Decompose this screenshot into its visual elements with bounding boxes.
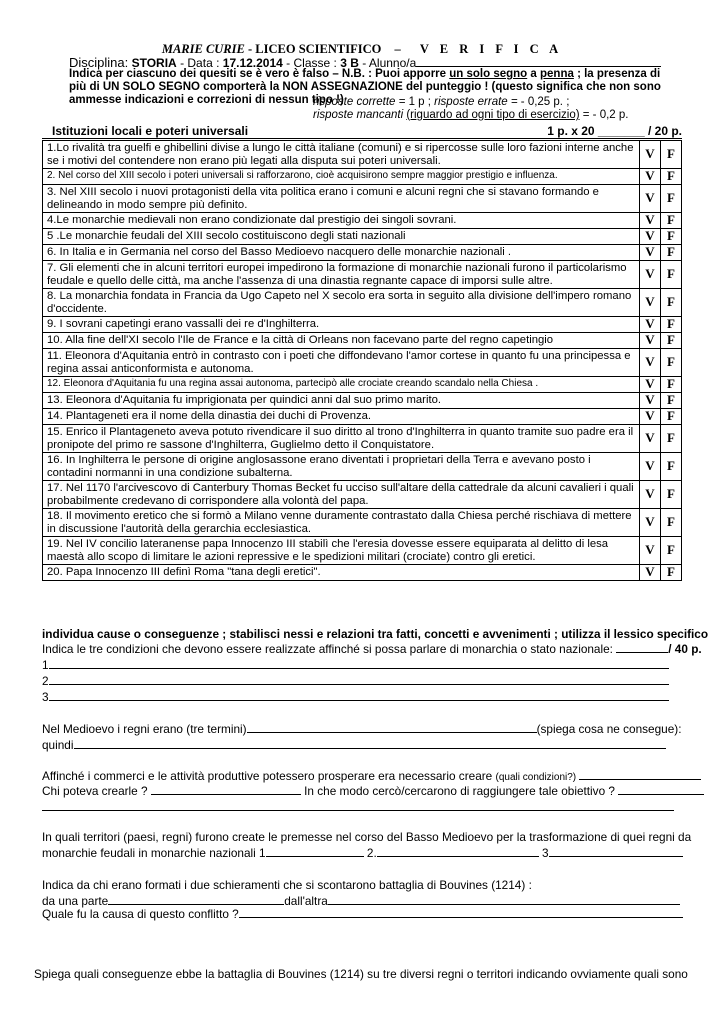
question-3-text: Chi poteva crearle ? <box>42 784 148 798</box>
question-row <box>43 393 682 409</box>
section1-title: Istituzioni locali e poteri universali <box>52 124 249 138</box>
false-option[interactable]: F <box>661 141 682 169</box>
alunno-label: - Alunno/a <box>362 56 417 70</box>
separator: ; <box>566 96 570 108</box>
question-text: 10. Alla fine dell'XI secolo l'Ile de France e la città di Orleans non facevano parte del regno capetingio <box>43 333 640 349</box>
true-option[interactable]: V <box>640 377 661 393</box>
question-row <box>43 333 682 349</box>
question-5-text: Quale fu la causa di questo conflitto ? <box>42 907 239 921</box>
question-2-text: Nel Medioevo i regni erano (tre termini) <box>42 722 247 736</box>
heading-dash: – <box>394 42 401 56</box>
answer-number: 2 <box>42 674 49 688</box>
question-4-text: monarchie feudali in monarchie nazionali 1 <box>42 846 266 860</box>
true-option[interactable]: V <box>640 169 661 185</box>
question-2-cont <box>42 738 666 752</box>
question-text: 12. Eleonora d'Aquitania fu una regina assai autonoma, partecipò alle crociate creando scandalo nella Chiesa . <box>43 377 640 393</box>
question-1 <box>42 642 702 656</box>
question-row <box>43 261 682 289</box>
classe-value: 3 B <box>340 56 359 70</box>
question-5: Indica da chi erano formati i due schieramenti che si scontarono battaglia di Bouvines (1214) : <box>42 878 532 892</box>
true-option[interactable]: V <box>640 565 661 581</box>
question-row <box>43 169 682 185</box>
question-text: 1.Lo rivalità tra guelfi e ghibellini divise a lungo le città italiane (comuni) e si ripercosse sulle loro fazioni interne anche se i motivi del contendere non erano più legati alla disputa sui poteri universali. <box>43 141 640 169</box>
false-option[interactable]: F <box>661 261 682 289</box>
question-6: Spiega quali conseguenze ebbe la battaglia di Bouvines (1214) su tre diversi regni o territori indicando ovviamente quali sono <box>34 967 688 981</box>
section2-title: individua cause o conseguenze ; stabilisci nessi e relazioni tra fatti, concetti e avvenimenti ; utilizza il lessico specifico <box>42 627 709 641</box>
question-5-cause <box>42 907 683 921</box>
true-option[interactable]: V <box>640 317 661 333</box>
false-option[interactable]: F <box>661 425 682 453</box>
answer-blank[interactable] <box>49 690 669 701</box>
false-option[interactable]: F <box>661 453 682 481</box>
false-option[interactable]: F <box>661 245 682 261</box>
false-option[interactable]: F <box>661 537 682 565</box>
true-option[interactable]: V <box>640 509 661 537</box>
false-option[interactable]: F <box>661 333 682 349</box>
question-4-text: 2. <box>366 846 377 860</box>
question-text: 9. I sovrani capetingi erano vassalli dei re d'Inghilterra. <box>43 317 640 333</box>
heading-dash: - <box>247 42 253 56</box>
question-text: 2. Nel corso del XIII secolo i poteri universali si rafforzarono, cioè acquisirono sempre maggior prestigio e influenza. <box>43 169 640 185</box>
liceo-name: LICEO SCIENTIFICO <box>255 42 382 56</box>
answer-blank[interactable] <box>618 784 704 795</box>
true-option[interactable]: V <box>640 393 661 409</box>
false-option[interactable]: F <box>661 349 682 377</box>
answer-blank[interactable] <box>549 846 683 857</box>
true-option[interactable]: V <box>640 229 661 245</box>
question-row <box>43 409 682 425</box>
answer-blank[interactable] <box>377 846 539 857</box>
true-option[interactable]: V <box>640 289 661 317</box>
answer-line-1[interactable] <box>42 658 669 672</box>
section1-header <box>42 124 682 139</box>
question-row <box>43 229 682 245</box>
answer-blank[interactable] <box>579 769 701 780</box>
true-option[interactable]: V <box>640 409 661 425</box>
score-blank[interactable] <box>616 642 668 653</box>
true-option[interactable]: V <box>640 261 661 289</box>
true-option[interactable]: V <box>640 141 661 169</box>
true-option[interactable]: V <box>640 481 661 509</box>
question-5-text: dall'altra <box>284 894 328 908</box>
true-option[interactable]: V <box>640 425 661 453</box>
question-1-text: Indica le tre condizioni che devono essere realizzate affinché si possa parlare di monarchia o stato nazionale: <box>42 642 613 656</box>
missing-note: (riguardo ad ogni tipo di esercizio) <box>406 109 580 121</box>
answer-blank[interactable] <box>328 894 680 905</box>
question-5-text: da una parte <box>42 894 109 908</box>
separator: ; <box>427 96 431 108</box>
false-option[interactable]: F <box>661 565 682 581</box>
question-row <box>43 185 682 213</box>
answer-line-2[interactable] <box>42 674 669 688</box>
false-option[interactable]: F <box>661 213 682 229</box>
question-text: 13. Eleonora d'Aquitania fu imprigionata per quindici anni dal suo primo marito. <box>43 393 640 409</box>
data-value: 17.12.2014 <box>222 56 283 70</box>
question-row <box>43 425 682 453</box>
section1-score: 1 p. x 20 _______ / 20 p. <box>547 124 682 138</box>
question-text: 18. Il movimento eretico che si formò a Milano venne duramente contrastato dalla Chiesa perché rischiava di mettere in discussione l'autorità della gerarchia ecclesiastica. <box>43 509 640 537</box>
answer-blank[interactable] <box>108 894 284 905</box>
question-row <box>43 453 682 481</box>
true-option[interactable]: V <box>640 213 661 229</box>
false-option[interactable]: F <box>661 377 682 393</box>
false-option[interactable]: F <box>661 229 682 245</box>
scoring-rules-line2 <box>313 109 628 121</box>
test-title: V E R I F I C A <box>419 42 563 56</box>
question-text: 7. Gli elementi che in alcuni territori europei impedirono la formazione di monarchie nazionali furono il particolarismo feudale e quello delle città, ma anche l'assenza di una dinastia regnante capace di imporsi sulle altre. <box>43 261 640 289</box>
question-row <box>43 481 682 509</box>
question-2 <box>42 722 682 736</box>
answer-line-3[interactable] <box>42 690 669 704</box>
false-option[interactable]: F <box>661 481 682 509</box>
answer-blank[interactable] <box>74 738 666 749</box>
question-3-cont <box>42 784 704 798</box>
instructions-underlined: un solo segno <box>449 68 528 80</box>
question-row <box>43 537 682 565</box>
correct-value: 1 p <box>408 96 425 108</box>
question-row <box>43 213 682 229</box>
disciplina-value: STORIA <box>131 56 177 70</box>
missing-label: risposte mancanti <box>313 109 404 121</box>
question-3-note: (quali condizioni?) <box>495 772 577 783</box>
true-option[interactable]: V <box>640 185 661 213</box>
question-row <box>43 245 682 261</box>
wrong-value: - 0,25 p. <box>520 96 563 108</box>
question-row <box>43 349 682 377</box>
answer-blank[interactable] <box>49 674 669 685</box>
answer-blank[interactable] <box>266 846 364 857</box>
question-row <box>43 377 682 393</box>
question-text: 8. La monarchia fondata in Francia da Ugo Capeto nel X secolo era sorta in seguito alla divisione dell'impero romano d'occidente. <box>43 289 640 317</box>
question-text: 4.Le monarchie medievali non erano condizionate dal prestigio dei singoli sovrani. <box>43 213 640 229</box>
data-label: - Data : <box>180 56 220 70</box>
question-4-text: 3 <box>542 846 549 860</box>
answer-blank[interactable] <box>247 722 537 733</box>
question-text: 5 .Le monarchie feudali del XIII secolo costituiscono degli stati nazionali <box>43 229 640 245</box>
question-text: 6. In Italia e in Germania nel corso del Basso Medioevo nacquero delle monarchie nazionali . <box>43 245 640 261</box>
false-option[interactable]: F <box>661 169 682 185</box>
classe-label: - Classe : <box>286 56 337 70</box>
instructions-text: Indica per ciascuno dei quesiti se è vero è falso – N.B. : Puoi apporre <box>69 68 450 80</box>
question-text: 17. Nel 1170 l'arcivescovo di Canterbury Thomas Becket fu ucciso sull'altare della cattedrale da alcuni cavalieri i quali probabilmente credevano di corrispondere alla volontà del papa. <box>43 481 640 509</box>
false-option[interactable]: F <box>661 185 682 213</box>
false-option[interactable]: F <box>661 289 682 317</box>
missing-value: = - 0,2 p. <box>582 109 629 121</box>
true-option[interactable]: V <box>640 453 661 481</box>
question-3-text: Affinché i commerci e le attività produttive potessero prosperare era necessario creare <box>42 769 493 783</box>
true-false-table <box>42 140 682 581</box>
answer-number: 3 <box>42 690 49 704</box>
instructions-underlined: penna <box>540 68 574 80</box>
alunno-input-line[interactable] <box>416 57 661 67</box>
question-3 <box>42 769 701 783</box>
true-option[interactable]: V <box>640 245 661 261</box>
true-option[interactable]: V <box>640 349 661 377</box>
instructions-text: ; la presenza di più di UN SOLO SEGNO comporterà la NON ASSEGNAZIONE del punteggio ! (questo significa che non sono ammesse indicazioni e correzioni di nessun tipo !) <box>69 68 661 106</box>
false-option[interactable]: F <box>661 509 682 537</box>
question-2-text: quindi <box>42 738 74 752</box>
question-3-text: In che modo cercò/cercarono di raggiungere tale obiettivo ? <box>304 784 615 798</box>
answer-blank[interactable] <box>42 810 674 811</box>
question-4-cont <box>42 846 683 860</box>
school-name: MARIE CURIE <box>161 42 245 56</box>
question-text: 11. Eleonora d'Aquitania entrò in contrasto con i poeti che diffondevano l'amor cortese in quanto fu una principessa e regina assai anticonformista e autonoma. <box>43 349 640 377</box>
question-text: 3. Nel XIII secolo i nuovi protagonisti della vita politica erano i comuni e alcuni regni che si stavano formando e delineando in modo sempre più definito. <box>43 185 640 213</box>
question-row <box>43 565 682 581</box>
question-row <box>43 317 682 333</box>
false-option[interactable]: F <box>661 393 682 409</box>
scoring-rules-line1 <box>313 96 569 108</box>
answer-blank[interactable] <box>49 658 669 669</box>
question-2-text: (spiega cosa ne consegue): <box>536 722 682 736</box>
wrong-label: risposte errate = <box>434 96 518 108</box>
question-5-cont <box>42 894 680 908</box>
false-option[interactable]: F <box>661 317 682 333</box>
false-option[interactable]: F <box>661 409 682 425</box>
question-1-score: / 40 p. <box>668 642 702 656</box>
question-row <box>43 289 682 317</box>
correct-label: risposte corrette = <box>313 96 406 108</box>
question-4: In quali territori (paesi, regni) furono create le premesse nel corso del Basso Medioevo per la trasformazione di quei regni da <box>42 830 692 844</box>
disciplina-label: Disciplina: <box>69 55 129 70</box>
question-text: 16. In Inghilterra le persone di origine anglosassone erano diventati i proprietari della Terra e avevano posto i contadini normanni in una condizione subalterna. <box>43 453 640 481</box>
answer-blank[interactable] <box>239 907 683 918</box>
true-option[interactable]: V <box>640 333 661 349</box>
question-text: 14. Plantageneti era il nome della dinastia dei duchi di Provenza. <box>43 409 640 425</box>
question-text: 15. Enrico il Plantageneto aveva potuto rivendicare il suo diritto al trono d'Inghilterra in quanto tramite suo padre era il pronipote del primo re sassone d'Inghilterra, Guglielmo detto il Conquistatore. <box>43 425 640 453</box>
answer-number: 1 <box>42 658 49 672</box>
question-text: 19. Nel IV concilio lateranense papa Innocenzo III stabilì che l'eresia dovesse essere equiparata al delitto di lesa maestà allo scopo di limitare le azioni repressive e le spedizioni militari (crociate) contro gli eretici. <box>43 537 640 565</box>
question-text: 20. Papa Innocenzo III definì Roma "tana degli eretici". <box>43 565 640 581</box>
question-row <box>43 141 682 169</box>
true-option[interactable]: V <box>640 537 661 565</box>
answer-blank[interactable] <box>151 784 301 795</box>
instructions-text: a <box>527 68 541 80</box>
question-row <box>43 509 682 537</box>
